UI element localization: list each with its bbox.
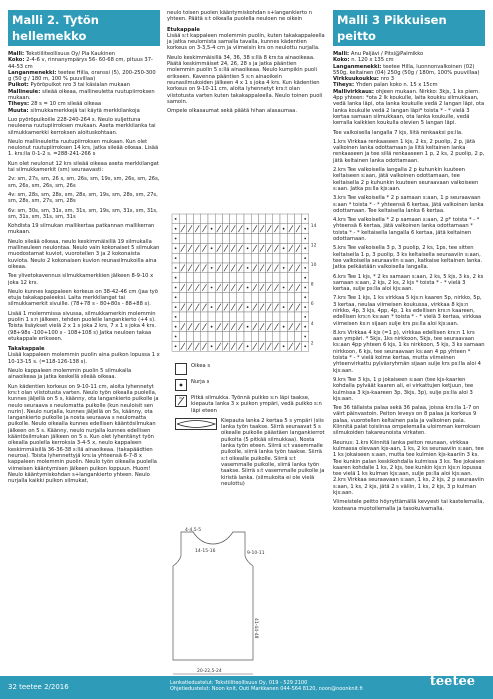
purl-mark <box>304 238 306 240</box>
paragraph: Neulo kunnes kappaleen korkeus on 38-42-46 cm (jaa työ etuja takakappaleeksi. Laita merkkilangat tai silmukkamerkit sivuille. (78+78 s - 80+80s - 88+88 s). <box>8 288 158 308</box>
chart-cell <box>280 292 287 302</box>
subheading-front: Etukappale <box>167 26 200 33</box>
chart-cell <box>273 292 280 302</box>
purl-mark <box>247 345 249 347</box>
chart-cell <box>273 234 280 244</box>
purl-mark <box>283 326 285 328</box>
row-number: 14 <box>310 223 317 229</box>
paragraph: Tee valkoisella langalla 7 kjs, liitä renkaaksi ps:lla. <box>333 129 463 136</box>
paragraph: 6.krs Tee 1 kjs, * 2 ks samaan s:aan, 2 ks, 5 kjs, 3 ks, 2 ks samaan s:aan, 2 kjs, 2 ks, 2 kjs * toista * - * vielä 3 kertaa, sulje ps:lla aloi kjs:aan. <box>333 273 484 293</box>
chart-cell <box>230 312 237 322</box>
paragraph: Viimeistele peitto höyryttämällä kevyesti tai kastelemalla, kosteana muotoilemalla ja tasokuivamalla. <box>333 499 485 512</box>
purl-mark <box>304 267 306 269</box>
chart-cell <box>251 332 258 342</box>
spec-value: teetee Hilla, oranssi (5), 200-250-300 g (50 g / 180 m, 100 % puuvillaa) <box>8 69 156 83</box>
spec-key: Malli: <box>333 51 351 57</box>
legend-label: Oikea s <box>191 363 211 369</box>
spec-line <box>8 89 160 102</box>
chart-cell <box>258 234 265 244</box>
chart-cell <box>201 312 208 322</box>
chart-cell <box>273 273 280 283</box>
chart-cell <box>208 273 215 283</box>
chart-cell <box>230 332 237 342</box>
chart-cell <box>237 292 244 302</box>
paragraph: Reunus: 1.krs Kiinnitä lanka peiton reunaan, virkkaa kulmassa olevaan kjs-aan, 1 ks, 2 ks seuraaviin s:aan, tee 1 ks jokaiseen s:aan, mutta tee kulmien kjs-kaariin 3 ks. Tee kunkin palan keskikohdalla kulmissa 3 ks. Tee jokaisen kaaren kohdalle 1 ks, 2 kjs, tee kunkin kjs:n kjs:n lopussa tee vielä 1 ks kulman kjs:aan, sulje ps:lla aloi kjs:aan. 2.krs Virkkaa seuraavaan s:aan, 1 ks, 2 kjs, 2 p seuraaviin s:aan, 1 ks, 2 kjs, jätä 2 s väliin, 1 ks, 2 kjs, 3 p kulman kjs:aan. <box>333 439 485 496</box>
purl-mark <box>304 296 306 298</box>
purl-mark <box>175 345 177 347</box>
dress-schematic <box>167 528 265 680</box>
spec-key: Virkkuukoukku: <box>333 76 381 83</box>
purl-mark <box>175 228 177 230</box>
chart-cell <box>237 214 244 224</box>
paragraph: Kun olet neulonut 12 krs sileää oikeaa aseta merkkilangat tai silmukkamerkit (sm) seuraavasti: <box>8 160 159 174</box>
purl-mark <box>175 316 177 318</box>
chart-cell <box>258 312 265 322</box>
purl-mark <box>283 345 285 347</box>
purl-mark <box>304 257 306 259</box>
purl-mark <box>175 257 177 259</box>
purl-mark <box>211 306 213 308</box>
chart-cell <box>230 214 237 224</box>
right-specs <box>333 51 485 127</box>
chart-cell <box>273 253 280 263</box>
size-row: 6v: sm, 30s, sm, 31s, sm, 31s, sm, 19s, sm, 31s, sm, 31s, sm, 31s, sm, 31s, sm, 31s <box>8 207 158 220</box>
purl-mark <box>304 306 306 308</box>
dim-label: 20-22,5-24 <box>197 669 222 674</box>
spec-value: Tekstiiliteollisuus Oy/ Pia Kaukinen <box>25 51 116 57</box>
page-number: 32 teetee 2/2016 <box>8 683 69 691</box>
paragraph: Kohdista 19 silmukan mallikertaa patkannan mallikerran mukaan. <box>8 223 155 236</box>
chart-cell <box>201 332 208 342</box>
purl-mark <box>304 228 306 230</box>
purl-mark <box>175 287 177 289</box>
paragraph: Luo pyöröpuikoille 228-240-264 s. Neulo suljettuna neuleena ruutupiirroksen mukaan. Aseta merkkilanka tai silmukkamerkki kerroksen aloituskohtaan. <box>8 116 156 136</box>
row-number: 8 <box>310 282 314 288</box>
chart-cell <box>201 253 208 263</box>
chart-cell <box>251 273 258 283</box>
purl-mark <box>247 306 249 308</box>
chart-cell <box>266 253 273 263</box>
spec-value: silmukkamerkkejä tai käytä merkkilankoja <box>30 107 140 114</box>
chart-cell <box>222 312 229 322</box>
purl-mark <box>175 247 177 249</box>
paragraph: 4.krs Tee valkoisella * 2 p samaan s:aan, 2 p* toista * - * yhteensä 6 kertaa, jätä valkoinen lanka odottamaan * toista * - * keltaisella langalla 6 kertaa, jätä keltainen odottamaan. <box>333 217 480 243</box>
chart-cell <box>266 332 273 342</box>
chart-cell <box>258 292 265 302</box>
spec-key: Mallivirkkaus: <box>333 88 376 95</box>
purl-mark <box>175 238 177 240</box>
chart-cell <box>294 332 301 342</box>
chart-cell <box>194 312 201 322</box>
chart-cell <box>215 214 222 224</box>
chart-cell <box>201 273 208 283</box>
chart-cell <box>208 292 215 302</box>
chart-cell <box>273 332 280 342</box>
size-row: 2v: sm, 27s, sm, 26 s, sm, 26s, sm, 19s, sm, 26s, sm, 26s, sm, 26s, sm, 26s, sm, 26s <box>8 176 160 189</box>
purl-mark <box>304 345 306 347</box>
spec-value: Anu Paljävi / Pitsi@Palmikko <box>350 51 424 57</box>
chart-cell <box>266 273 273 283</box>
chart-cell <box>222 253 229 263</box>
chart-cell <box>266 312 273 322</box>
chart-cell <box>273 312 280 322</box>
size-row: 4v: sm, 28s, sm, 28s, sm, 28s, sm, 19s, sm, 28s, sm, 27s, sm, 28s, sm, 27s, sm, 28s <box>8 191 158 205</box>
page-footer <box>0 676 493 699</box>
chart-cell <box>251 253 258 263</box>
spec-value: Yhden palan koko n. 15 x 15cm <box>355 82 438 89</box>
chart-cell <box>208 234 215 244</box>
chart-cell <box>258 214 265 224</box>
paragraph: Lisää s:t kappaleen molemmin puolin, kuten takakappaleella ja jatka neulomista samalla tavalla, kunnes kädentien korkeus on 3-3,5-4 cm ja viimeisin krs on neulottu nurjalla. <box>167 32 325 52</box>
chart-cell <box>179 312 186 322</box>
left-column <box>8 10 160 487</box>
paragraph: Neulo sileää oikeaa, neulo keskimmäisillä 19 silmukalla mallineuleen neulontaa. Neulo vain kokonaiset 5 silmukan muodostamat kuviot, vuorotellen 3 ja 2 kokonaista kuviota. Neulo 2 kokonaisen kuvion reunasilmukoilla aina oikeaa. <box>8 238 160 270</box>
purl-mark <box>304 287 306 289</box>
chart-cell <box>237 234 244 244</box>
chart-cell <box>201 292 208 302</box>
chart-cell <box>186 234 193 244</box>
purl-mark <box>304 247 306 249</box>
chart-cell <box>194 214 201 224</box>
chart-cell <box>222 332 229 342</box>
footer-line: Lankatiedustelut: Tekstiiliteollisuus Oy, 019 - 529 2100 <box>170 680 308 686</box>
purl-mark <box>247 287 249 289</box>
footer-line: Ohjetiedustelut: Noon knit, Outi Markkanen 044-564 8120, noon@noonknit.fi <box>170 686 363 692</box>
purl-mark <box>211 228 213 230</box>
chart-cell <box>287 253 294 263</box>
chart-cell <box>251 234 258 244</box>
chart-cell <box>179 214 186 224</box>
chart-cell <box>208 332 215 342</box>
spec-value: nro 3 <box>380 76 395 83</box>
purl-mark <box>247 228 249 230</box>
purl-mark <box>247 267 249 269</box>
purl-mark <box>175 277 177 279</box>
chart-cell <box>237 253 244 263</box>
chart-cell <box>215 312 222 322</box>
legend-label: Nurja s <box>191 379 210 385</box>
chart-legend <box>175 363 325 491</box>
spec-line <box>8 70 160 83</box>
purl-mark <box>247 247 249 249</box>
legend-item <box>175 418 325 487</box>
paragraph: 3.krs Tee valkoisella * 2 p samaan s:aan, 1 p seuraavaan s:aan * toista * - * yhteensä 6 kertaa, jätä valkoinen lanka odottamaan. Tee keltaisella lanka 6 kertaa. <box>333 195 484 214</box>
chart-cell <box>215 234 222 244</box>
chart-cell <box>266 292 273 302</box>
chart-cell <box>294 253 301 263</box>
spec-key: Tiheys: <box>8 101 31 108</box>
chart-cell <box>222 292 229 302</box>
chart-cell <box>251 214 258 224</box>
spec-line <box>8 57 160 70</box>
chart-cell <box>237 273 244 283</box>
left-specs <box>8 51 160 114</box>
chart-cell <box>215 273 222 283</box>
spec-value: n. 120 x 135 cm <box>351 57 394 64</box>
spec-line <box>333 89 485 127</box>
chart-cell <box>244 332 251 342</box>
chart-cell <box>179 234 186 244</box>
pattern-title-blanket: Malli 3 Pikkuisen peitto <box>333 10 485 46</box>
purl-mark <box>211 345 213 347</box>
row-number: 4 <box>310 321 314 327</box>
cluster-stitch-icon <box>175 418 217 430</box>
paragraph: 8.krs Virkkaa 4 kjs (=1 p), virkkaa edellisen krs:n 1 krs aan ympäri. * 5kjs, 1ks nirkkoon, 5kjs, tee seuraavaan ks:aan 4pp yhteen 6 kjs, 1 ks nirkkoon, 5 kjs, 3 ks samaan nirkkoon, 6 kjs, tee seuraavaan ks:aan 4 pp yhteen * toista * - * vielä kolme kertaa, mutta viimeinen yhteenvirkattu pylväsryhmän sijaan sulje krs ps:lla aloi 4 kjs:aan. <box>333 329 485 374</box>
chart-cell <box>258 332 265 342</box>
chart-cell <box>194 292 201 302</box>
chart-cell <box>280 273 287 283</box>
chart-cell <box>222 234 229 244</box>
paragraph: Kun kädentien korkeus on 9-10-11 cm, aloita lyhennetyt krs:t olan viistotusta varten. Neulo työn oikealla puolella, kunnes jäljellä on 5 s, käänny, ota langankierto puikolle ja neulo seuraava s neulomatta puikolle (kun neuloisit sen nurin). Neulo nurjalla, kunnes jäljellä on 5s, käänny, ota langankierto puikolle ja nosta seuraava s neulomatta puikolle. Neulo oikealla kunnes edellisen kääntösilmukan jälkeen on 5 s. Käänny, neulo nurjalla kunnes edellisen kääntösilmukan jälkeen on 5 s. Kun olet lyhentänyt työn oikealla puolella kerroksia 3-4-5 x, neulo kappaleen keskimmäisillä 36-36-38 s:llä ainaoikeaa. (takapäädtien neuroa). Toista lyhennettyjä krs:ia yhteensä 6-7-8 x kappaleen molemmin puolin. Neulo työn oikealla puolella viimeisen kääntymisen jälkeen puikon loppuun. Huom! Neulo kääntymiskohdan s+langankierto yhteen. Neulo nurjalla kaikki puikon silmukat, <box>8 383 159 485</box>
chart-cell <box>201 214 208 224</box>
chart-cell <box>179 332 186 342</box>
dim-label: 41-44-48 <box>253 618 258 639</box>
purl-mark <box>175 267 177 269</box>
chart-cell <box>273 214 280 224</box>
chart-cell <box>186 292 193 302</box>
middle-column <box>167 10 325 117</box>
chart-cell <box>230 273 237 283</box>
purl-mark <box>283 247 285 249</box>
purl-mark <box>304 277 306 279</box>
paragraph: Tee ylivetokavennus silmukkamerkkien jälkeen 8-9-10 x joka 12 krs. <box>8 273 154 286</box>
legend-item <box>175 379 325 391</box>
right-column <box>333 10 485 515</box>
legend-label: Pitkä silmukka. Työnnä puikko s:n läpi taakse, kiepauta lanka 3 x puikon ympäri, vedä puikko s:n läpi eteen <box>191 395 322 414</box>
spec-value: ohjeen mukaan. Nirkko: 3kjs, 1 ks piem. 4pp yhteen: *ota 2 lk koukulle, laita koukku silmukkaan, vedä lanka läpi, ota lanka koukulle vedä 2 langan läpi, ota lanka koukulle vedä 2 langan läpi* toista * - * vielä 3 kertaa samaan silmukkaan, ota lanka koukulle, vedä kerralla kaikkien koukulla olevien 5 langan läpi. <box>333 88 485 127</box>
knit-stitch-icon <box>175 363 187 375</box>
row-number: 12 <box>310 243 317 249</box>
chart-cell <box>287 332 294 342</box>
chart-cell <box>208 214 215 224</box>
chart-cell <box>266 214 273 224</box>
paragraph: Ompele olkasaumat sekä päätä hihan alasaumaa. <box>167 108 298 115</box>
chart-cell <box>258 273 265 283</box>
chart-cell <box>222 214 229 224</box>
row-number: 10 <box>310 263 317 268</box>
purl-mark <box>211 247 213 249</box>
chart-cell <box>201 234 208 244</box>
purl-mark <box>304 326 306 328</box>
purl-mark <box>304 316 306 318</box>
purl-mark <box>175 218 177 220</box>
brand-logo: teetee <box>429 674 475 689</box>
chart-cell <box>208 253 215 263</box>
paragraph: Neulo mallineuletta ruutupiirroksen mukaan. Kun olet neulonut ruutupiirroksen 14 krs, jatka sileää oikeaa. Lisää 1. krs:lla 0-1-2 s. =288-241-266 s <box>8 138 159 158</box>
chart-cell <box>294 273 301 283</box>
spec-value: 2-4-6 v, rinnanympärys 56- 60-68 cm, pituus 37-44-53 cm <box>8 57 153 70</box>
spec-value: 28 s = 10 cm sileää oikeaa <box>30 101 102 108</box>
purl-mark <box>283 306 285 308</box>
purl-mark <box>304 336 306 338</box>
purl-mark <box>175 326 177 328</box>
chart-cell <box>179 273 186 283</box>
chart-cell <box>222 273 229 283</box>
purl-mark <box>175 306 177 308</box>
chart-cell <box>244 234 251 244</box>
chart-cell <box>179 292 186 302</box>
chart-cell <box>287 273 294 283</box>
chart-cell <box>244 292 251 302</box>
dim-label: 9-10-11 <box>247 551 265 556</box>
chart-cell <box>237 332 244 342</box>
paragraph: Lisää kappaleen molemmin puolin aina puikon lopussa 1 x 10-13-15 s. (=118-126-138 s). <box>8 352 160 365</box>
paragraph: Neulo kappaleen molemmin puolin 5 silmukalla ainaoikeaa ja jatka keskellä sileää oikeaa. <box>8 368 132 381</box>
spec-key: Muuta: <box>8 107 31 114</box>
spec-key: Koko: <box>333 57 352 64</box>
chart-cell <box>230 253 237 263</box>
spec-line <box>8 108 160 114</box>
chart-cell <box>280 234 287 244</box>
spec-key: Koko: <box>8 57 27 64</box>
chart-cell <box>215 332 222 342</box>
spec-key: Tiheys: <box>333 82 356 89</box>
paragraph: 5.krs Tee valkoisella 3 p, 3 puolip, 2 ks, 1ps, tee sitten keltaisella 1 p, 3 puolip, 3 ks keltaisella seuraaviin s:aan, tee valkoisella seuraaviin s:aan, katkaise keltainen lanka. Jatka pelkästään valkoisella langalla. <box>333 245 483 271</box>
chart-cell <box>230 292 237 302</box>
paragraph: 1.krs Virkkaa renkaaseen 1 kjs, 2 ks, 2 puolip, 2 p, jätä valkoinen lanka odottamaan ja liitä keltainen lanka renkaaseen ja tee sillä renkaaseen 1 p, 2 ks, 2 puolip, 2 p, jätä keltainen lanka odottamaan. <box>333 138 485 164</box>
chart-cell <box>244 214 251 224</box>
paragraph: 9.krs Tee 3 kjs, 1 p jokaiseen s:aan (tee kjs-kaarien kohdalla pylväät kaaren ali, ei virkattujen ketjuun, tee kulmissa 3 kjs-kaareen 3p, 3kjs, 3p), sulje ps:lla aloi 3 kjs:aan. <box>333 376 474 402</box>
spec-key: Puikot: <box>8 82 31 89</box>
paragraph: 2.krs Tee valkoisella langalla 2 p kuhunkin kuuteen keltaiseen s:aan, jätä valkoinen odottamaan, tee keltaisella 2 p kuhunkin kuuteen seuraavaan valkoiseen s:aan. Jatka ps:lla kjs:aan. <box>333 167 479 192</box>
paragraph: Tee 36 tällaista palaa sekä 36 palaa, joissa krs:lla 1-7 on väirt päinvastoin. Peiton leveys on 8 palaa ja korkeus 9 palaa, vuorotellen keltainen pala ja valkoinen pala. Kiinnitä palat toisiinsa ompelemalla uloimman kerroksen silmukoiden takareunoista virkaten. <box>333 405 481 437</box>
chart-cell <box>186 312 193 322</box>
chart-cell <box>294 234 301 244</box>
chart-cell <box>186 214 193 224</box>
spec-value: sileää oikeaa, mallineuletta ruutupiirroksen mukaan. <box>8 88 155 102</box>
chart-cell <box>244 273 251 283</box>
spec-line <box>333 64 485 77</box>
chart-cell <box>258 253 265 263</box>
subheading-back: Takakappale <box>8 346 45 353</box>
chart-cell <box>280 312 287 322</box>
chart-cell <box>208 312 215 322</box>
right-paragraphs <box>333 130 485 512</box>
paragraph: 7.krs Tee 1 kjs, 1 ks virkkaa 5 kjs:n kaaren 5p, nirkko, 5p, 3 kertaa, neulaa viimeisen koukussa, virkkaa 8 kjs:n nirkko, 4p, 3 kjs, 4pp, 4p, 1 ks edellisen krs:n kaareen, edellisen krs:n ks:aan * toista * - * vielä 3 kertaa, virkkaa viimeisen ks:n sijaan sulje krs ps:lla aloi kjs:aan. <box>333 295 482 327</box>
row-number: 2 <box>310 341 314 347</box>
chart-cell <box>294 214 301 224</box>
chart-cell <box>294 312 301 322</box>
chart-cell <box>287 234 294 244</box>
chart-cell <box>194 234 201 244</box>
chart-cell <box>266 234 273 244</box>
chart-cell <box>237 312 244 322</box>
chart-cell <box>186 332 193 342</box>
purl-mark <box>175 336 177 338</box>
purl-mark <box>283 287 285 289</box>
chart-cell <box>215 292 222 302</box>
purl-mark <box>211 267 213 269</box>
purl-mark <box>304 218 306 220</box>
paragraph: neulo toisen puolen kääntymiskohdan s+langankierto n yhteen. Päätä s:t oikealla puolella neuloen ne oikein <box>167 10 313 23</box>
long-stitch-icon <box>175 395 187 407</box>
chart-cell <box>179 253 186 263</box>
row-number: 6 <box>310 302 314 308</box>
spec-key: Mallineule: <box>8 88 43 95</box>
chart-cell <box>215 253 222 263</box>
legend-item <box>175 363 325 375</box>
chart-cell <box>280 214 287 224</box>
chart-cell <box>280 332 287 342</box>
chart-cell <box>287 312 294 322</box>
chart-cell <box>194 332 201 342</box>
chart-cell <box>280 253 287 263</box>
chart-cell <box>194 273 201 283</box>
paragraph: Lisää 1 molemmissa sivussa, silmukkamerkin molemmin puolin 1 s:n jälkeen, tehden puolelle langankierto (+4 s). Toista lisäykset vielä 2 x 1 s joka 2 krs, 7 x 1 s joka 4 krs. (98+98s -100+100 s - 108+108 s) Jatka neuloen takaa etukappale erikseen. <box>8 310 157 342</box>
legend-label: Kiepauta lanka 2 kertaa 5 s ympäri (siis lanka työn taakse. Siirrä seuraavat 5 s oikealle puikolle päästäen langankierrot puikolta (5 pitkää silmukkaa). Nosta lanka työn eteen. Siirrä s:t vasemmalle puikolle, siirrä lanka työn taakse. Siirrä s:t oikealle puikolle. Siirrä s:t vasemmalle puikolle, siirrä lanka työn taakse. Siirrä s:t vasemmalle puikolle ja kiristä lanka. (silmukoita ei ole vielä neulottu) <box>221 417 325 487</box>
chart-cell <box>251 292 258 302</box>
purl-mark <box>247 326 249 328</box>
paragraph: Neulo keskimmäisillä 34, 36, 38 s:llä 8 krs:ta ainaoikeaa. Päätä keskimmäiset 24, 26, 28 s ja jatka pääntien molemmin puolin 5 s:llä ainaoikeaa. Neulo kumpikin puoli erikseen. Kavenna pääntien 5 s:n ainaoikein reunasilmukoiden jälkeen 4 x 1 s joka 4 krs. Kun kädentien korkeus on 9-10-11 cm, aloita lyhennetyt krs:t olan viistotusta varten kuten takakappaleella. Neulo toinen puoli samoin. <box>167 54 323 105</box>
chart-cell <box>186 273 193 283</box>
spec-key: Langanmenekki: <box>333 63 384 70</box>
chart-cell <box>251 312 258 322</box>
chart-cell <box>186 253 193 263</box>
dim-label: 4-4,5-5 <box>185 528 202 533</box>
chart-cell <box>287 214 294 224</box>
purl-mark <box>283 228 285 230</box>
chart-cell <box>287 292 294 302</box>
spec-key: Malli: <box>8 51 26 57</box>
spec-value: teetee Hilla, luonnonvalkoinen (02) 550g, keltainen (04) 250g (50g / 180m, 100% puuvillaa) <box>333 63 480 76</box>
spec-key: Langanmenekki: <box>8 69 59 76</box>
footer-contacts <box>170 680 363 692</box>
purl-mark <box>211 326 213 328</box>
chart-cell <box>194 253 201 263</box>
purl-mark <box>211 287 213 289</box>
spec-value: Pyöröpuikot nro 3 tai käsialan mukaan <box>30 82 131 89</box>
knitting-chart <box>170 212 322 357</box>
chart-cell <box>294 292 301 302</box>
legend-item <box>175 395 325 414</box>
dim-label: 14-15-16 <box>195 549 216 554</box>
chart-cell <box>230 234 237 244</box>
purl-stitch-icon <box>175 379 187 391</box>
pattern-title-dress: Malli 2. Tytön hellemekko <box>8 10 160 46</box>
purl-mark <box>175 296 177 298</box>
chart-cell <box>244 312 251 322</box>
purl-mark <box>283 267 285 269</box>
chart-cell <box>244 253 251 263</box>
